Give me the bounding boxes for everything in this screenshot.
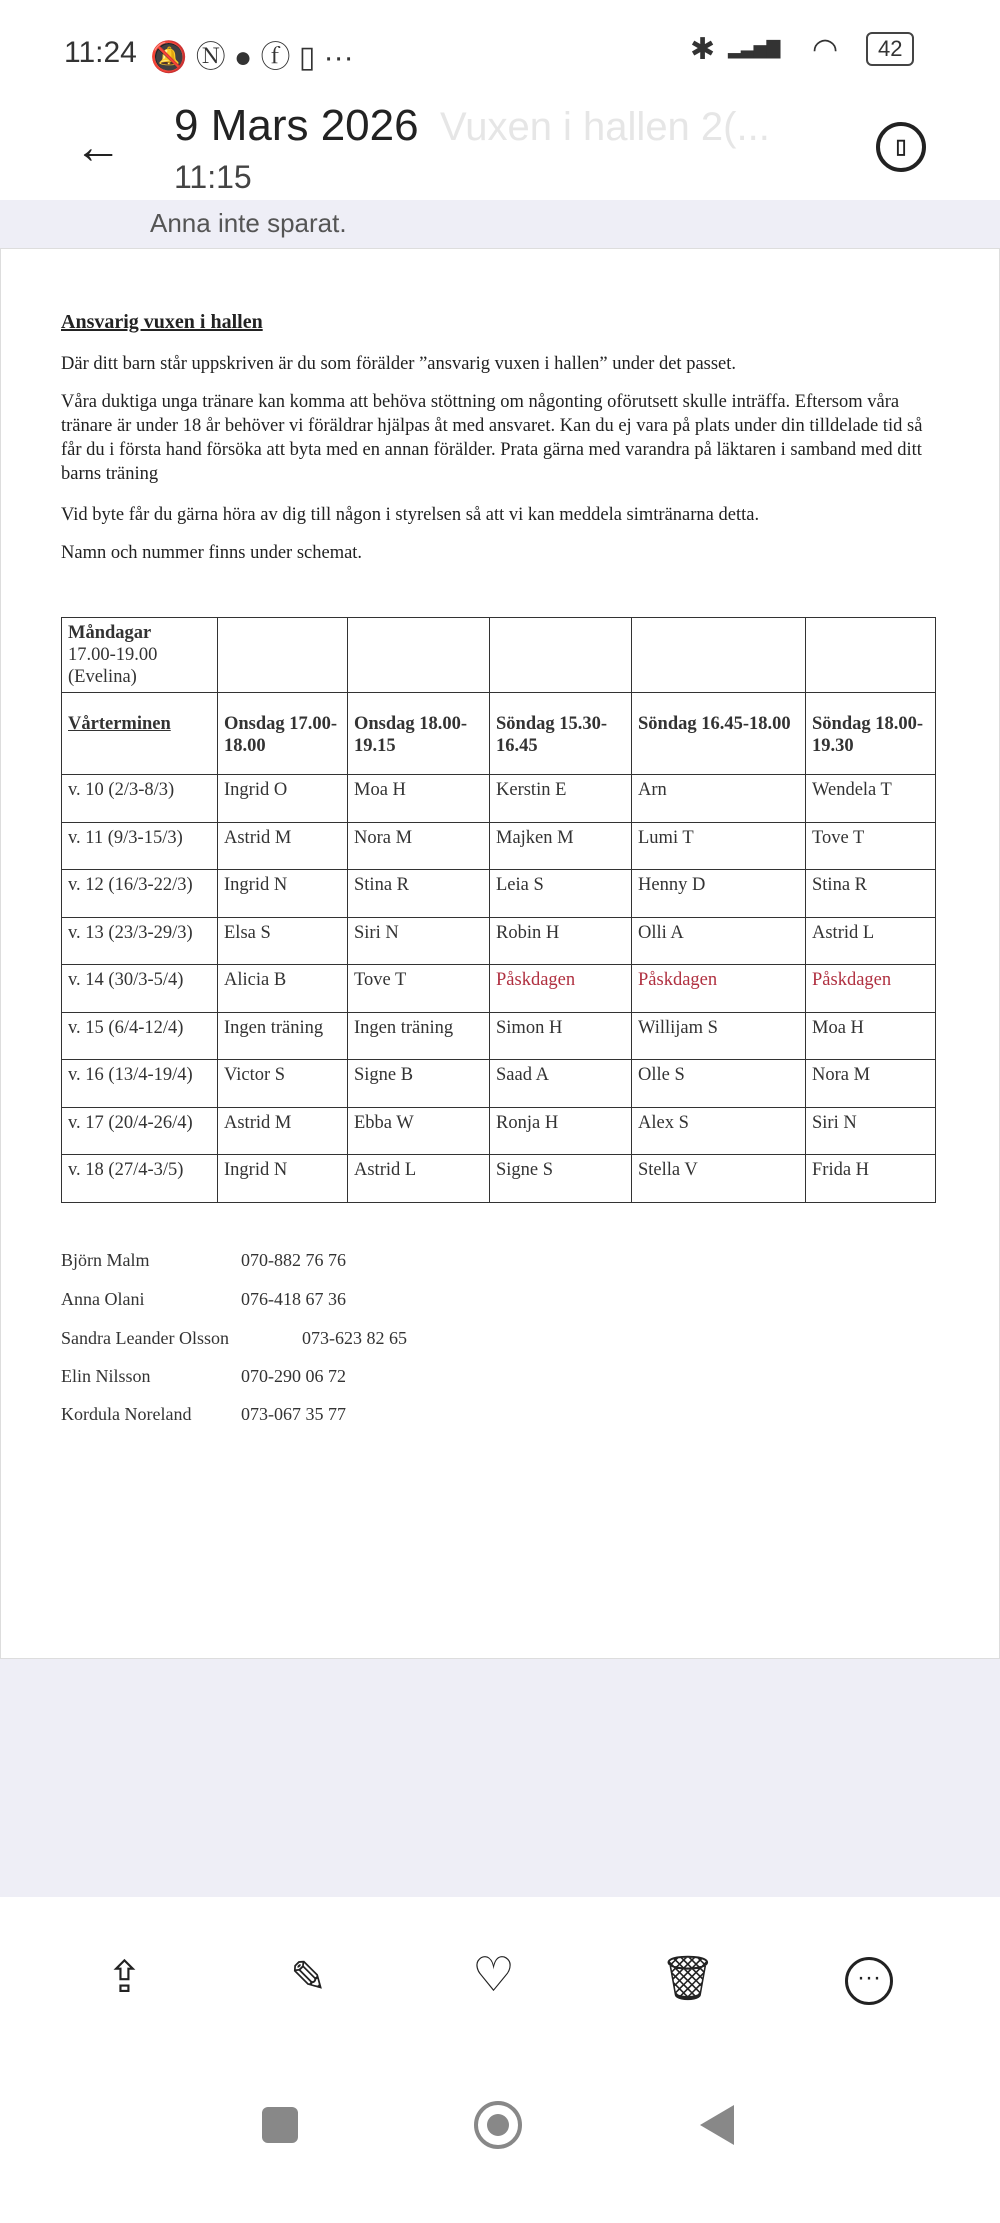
table-cell: Signe S bbox=[490, 1155, 632, 1203]
recents-button[interactable] bbox=[262, 2107, 298, 2143]
table-cell: Alex S bbox=[632, 1107, 806, 1155]
table-cell: Frida H bbox=[806, 1155, 936, 1203]
table-cell: v. 10 (2/3-8/3) bbox=[62, 775, 218, 823]
table-cell: Stella V bbox=[632, 1155, 806, 1203]
table-row bbox=[62, 1012, 936, 1060]
table-row bbox=[62, 693, 936, 775]
table-cell: Robin H bbox=[490, 917, 632, 965]
page-subtitle: 11:15 bbox=[174, 159, 252, 195]
table-cell: Ingrid N bbox=[218, 870, 348, 918]
table-cell: v. 15 (6/4-12/4) bbox=[62, 1012, 218, 1060]
table-cell: Signe B bbox=[348, 1060, 490, 1108]
table-row bbox=[62, 822, 936, 870]
table-cell: Söndag 18.00-19.30 bbox=[806, 693, 936, 775]
table-cell: Kerstin E bbox=[490, 775, 632, 823]
table-row bbox=[62, 917, 936, 965]
table-cell: Siri N bbox=[348, 917, 490, 965]
table-cell: Olle S bbox=[632, 1060, 806, 1108]
table-cell: v. 16 (13/4-19/4) bbox=[62, 1060, 218, 1108]
table-cell: Måndagar 17.00-19.00 (Evelina) bbox=[62, 618, 218, 693]
heart-icon[interactable]: ♡ bbox=[472, 1949, 516, 2002]
table-row bbox=[62, 618, 936, 693]
table-cell: Astrid M bbox=[218, 822, 348, 870]
contact-phone: 073-623 82 65 bbox=[302, 1328, 407, 1348]
table-cell: v. 17 (20/4-26/4) bbox=[62, 1107, 218, 1155]
table-cell: Ingen träning bbox=[218, 1012, 348, 1060]
contact-phone: 070-882 76 76 bbox=[241, 1250, 346, 1270]
ghost-subtitle: Anna inte sparat. bbox=[150, 208, 347, 238]
table-cell: Ebba W bbox=[348, 1107, 490, 1155]
table-cell: Astrid L bbox=[806, 917, 936, 965]
table-cell: Willijam S bbox=[632, 1012, 806, 1060]
back-arrow-icon[interactable]: ← bbox=[74, 121, 122, 174]
signal-icon: ▂▃▅▇ bbox=[728, 38, 780, 58]
contact-name: Björn Malm bbox=[61, 1250, 150, 1270]
table-cell: Wendela T bbox=[806, 775, 936, 823]
contact-name: Kordula Noreland bbox=[61, 1404, 192, 1424]
ghost-title: Vuxen i hallen 2(... bbox=[440, 105, 770, 149]
table-cell: Lumi T bbox=[632, 822, 806, 870]
doc-paragraph: Vid byte får du gärna höra av dig till någon i styrelsen så att vi kan meddela simtränarna detta. bbox=[61, 505, 760, 525]
table-cell: Simon H bbox=[490, 1012, 632, 1060]
table-row bbox=[62, 775, 936, 823]
doc-paragraph: Där ditt barn står uppskriven är du som förälder ”ansvarig vuxen i hallen” under det passet. bbox=[61, 354, 737, 374]
table-cell: Ingrid N bbox=[218, 1155, 348, 1203]
table-cell: Elsa S bbox=[218, 917, 348, 965]
schedule-table bbox=[61, 617, 936, 1203]
contact-name: Elin Nilsson bbox=[61, 1366, 151, 1386]
doc-heading: Ansvarig vuxen i hallen bbox=[61, 311, 263, 333]
table-cell: Ronja H bbox=[490, 1107, 632, 1155]
table-cell: Ingrid O bbox=[218, 775, 348, 823]
trash-icon[interactable]: 🗑 bbox=[660, 1954, 716, 2003]
contact-phone: 076-418 67 36 bbox=[241, 1289, 346, 1309]
table-cell: Henny D bbox=[632, 870, 806, 918]
table-cell: Påskdagen bbox=[632, 965, 806, 1013]
bluetooth-icon: ✱ bbox=[690, 33, 716, 66]
home-button[interactable] bbox=[474, 2101, 522, 2149]
table-cell: Ingen träning bbox=[348, 1012, 490, 1060]
notification-icons: 🔕 Ⓝ ● ⓕ ▯ ··· bbox=[150, 41, 354, 74]
table-row bbox=[62, 870, 936, 918]
battery-icon: 42 bbox=[866, 32, 914, 66]
table-cell: Söndag 16.45-18.00 bbox=[632, 693, 806, 775]
table-row bbox=[62, 1107, 936, 1155]
table-cell: Moa H bbox=[348, 775, 490, 823]
table-row bbox=[62, 965, 936, 1013]
back-button[interactable] bbox=[700, 2105, 734, 2145]
table-cell: Söndag 15.30-16.45 bbox=[490, 693, 632, 775]
table-cell: v. 18 (27/4-3/5) bbox=[62, 1155, 218, 1203]
table-cell: Stina R bbox=[806, 870, 936, 918]
table-cell: Siri N bbox=[806, 1107, 936, 1155]
table-row bbox=[62, 1155, 936, 1203]
table-cell: Moa H bbox=[806, 1012, 936, 1060]
table-cell: v. 14 (30/3-5/4) bbox=[62, 965, 218, 1013]
contact-phone: 073-067 35 77 bbox=[241, 1404, 346, 1424]
contact-name: Anna Olani bbox=[61, 1289, 145, 1309]
doc-paragraph: Våra duktiga unga tränare kan komma att behöva stöttning om någonting oförutsett skulle inträffa. Eftersom våra tränare är under 18 år behöver vi föräldrar hjälpas åt med ansvaret. Kan du ej vara på plats under din tilldelade tid så får du i första hand försöka att byta med en annan förälder. Prata gärna med varandra på läktaren i samband med ditt barns träning bbox=[61, 392, 923, 484]
wifi-icon: ◠ bbox=[812, 33, 839, 66]
table-cell: Tove T bbox=[348, 965, 490, 1013]
status-time: 11:24 bbox=[64, 36, 137, 69]
table-cell: Arn bbox=[632, 775, 806, 823]
rotate-icon[interactable]: ▯ bbox=[876, 122, 926, 172]
table-cell: Saad A bbox=[490, 1060, 632, 1108]
table-cell: Astrid M bbox=[218, 1107, 348, 1155]
table-cell: Påskdagen bbox=[490, 965, 632, 1013]
share-icon[interactable]: ⇪ bbox=[106, 1953, 143, 2002]
table-cell: Onsdag 18.00-19.15 bbox=[348, 693, 490, 775]
bottom-toolbar bbox=[0, 1897, 1000, 2223]
table-cell: Påskdagen bbox=[806, 965, 936, 1013]
table-cell: v. 11 (9/3-15/3) bbox=[62, 822, 218, 870]
table-cell: v. 12 (16/3-22/3) bbox=[62, 870, 218, 918]
table-cell: Stina R bbox=[348, 870, 490, 918]
table-cell: Onsdag 17.00-18.00 bbox=[218, 693, 348, 775]
status-bar bbox=[0, 32, 1000, 80]
table-cell: Nora M bbox=[348, 822, 490, 870]
contact-name: Sandra Leander Olsson bbox=[61, 1328, 229, 1348]
table-cell: Leia S bbox=[490, 870, 632, 918]
table-cell: v. 13 (23/3-29/3) bbox=[62, 917, 218, 965]
table-cell: Alicia B bbox=[218, 965, 348, 1013]
doc-paragraph: Namn och nummer finns under schemat. bbox=[61, 543, 363, 563]
edit-icon[interactable]: ✎ bbox=[290, 1953, 327, 2002]
table-cell: Majken M bbox=[490, 822, 632, 870]
table-cell: Vårterminen bbox=[62, 693, 218, 775]
contact-phone: 070-290 06 72 bbox=[241, 1366, 346, 1386]
table-cell: Astrid L bbox=[348, 1155, 490, 1203]
table-cell: Nora M bbox=[806, 1060, 936, 1108]
table-cell: Tove T bbox=[806, 822, 936, 870]
table-row bbox=[62, 1060, 936, 1108]
table-cell: Olli A bbox=[632, 917, 806, 965]
table-cell: Victor S bbox=[218, 1060, 348, 1108]
page-title: 9 Mars 2026 bbox=[174, 101, 419, 150]
more-icon[interactable]: ··· bbox=[845, 1957, 893, 2005]
